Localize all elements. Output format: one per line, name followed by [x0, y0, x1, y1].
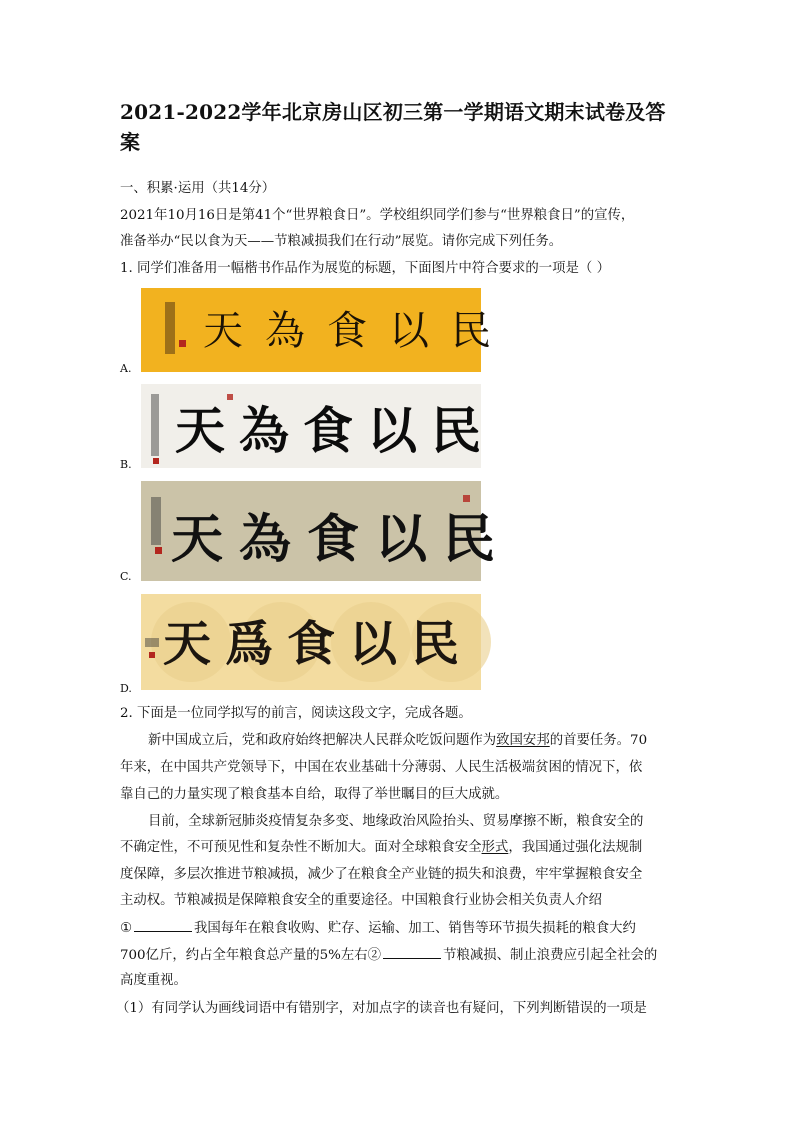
- question-2-1: （1）有同学认为画线词语中有错别字，对加点字的读音也有疑问，下列判断错误的一项是: [116, 1001, 647, 1016]
- intro-line-1: 2021年10月16日是第41个“世界粮食日”。学校组织同学们参与“世界粮食日”的宣传，: [120, 208, 635, 223]
- question-1: 1. 同学们准备用一幅楷书作品作为展览的标题，下面图片中符合要求的一项是（ ）: [120, 261, 610, 276]
- paragraph-2-line-3: 度保障，多层次推进节粮减损，减少了在粮食全产业链的损失和浪费，牢牢掌握粮食安全: [120, 867, 643, 882]
- fill-blank-1: [134, 919, 192, 932]
- option-d-calligraphy: 天爲食以民: [163, 616, 474, 672]
- paragraph-1-line-3: 靠自己的力量实现了粮食基本自给，取得了举世瞩目的巨大成就。: [120, 787, 509, 802]
- paragraph-1-line-2: 年来，在中国共产党领导下，中国在农业基础十分薄弱、人民生活极端贫困的情况下，依: [120, 760, 643, 775]
- option-b-seal-top: [227, 394, 233, 400]
- option-a-signature: [165, 302, 175, 354]
- paragraph-2-line-5: [120, 919, 680, 938]
- option-a-image: [141, 288, 513, 372]
- intro-line-2: 准备举办“民以食为天——节粮减损我们在行动”展览。请你完成下列任务。: [120, 234, 563, 249]
- text-span: 不确定性，不可预见性和复杂性不断加大。面对全球粮食安全: [120, 840, 482, 855]
- blank-marker-1: ①: [120, 921, 133, 936]
- paragraph-1-line-1: [148, 732, 680, 750]
- text-span: 的首要任务。70: [549, 733, 648, 748]
- text-span: 我国每年在粮食收购、贮存、运输、加工、销售等环节损失损耗的粮食大约: [194, 921, 636, 936]
- section-heading: 一、积累·运用（共14分）: [120, 181, 276, 196]
- option-b-signature: [151, 394, 159, 456]
- option-d-image: [141, 594, 481, 690]
- underlined-word-1: 致国安邦: [496, 733, 550, 748]
- option-d-seal: [149, 652, 155, 658]
- option-b-calligraphy: 天為食以民: [175, 402, 495, 460]
- paragraph-2-line-4: 主动权。节粮减损是保障粮食安全的重要途径。中国粮食行业协会相关负责人介绍: [120, 893, 603, 908]
- option-a-seal: [179, 340, 186, 347]
- title-line-2: 案: [120, 130, 141, 154]
- option-c-seal-right: [463, 495, 470, 502]
- option-c-label: C.: [120, 570, 132, 583]
- fill-blank-2: [383, 946, 441, 959]
- title-line-1: 2021-2022学年北京房山区初三第一学期语文期末试卷及答: [120, 100, 666, 124]
- option-b-seal: [153, 458, 159, 464]
- document-title: [120, 97, 680, 157]
- option-a-calligraphy: 天為食以民: [203, 308, 513, 354]
- text-span: ，我国通过强化法规制: [508, 840, 643, 855]
- option-a-label: A.: [120, 362, 132, 375]
- paragraph-2-line-6: [120, 946, 680, 965]
- text-span: 700亿斤，约占全年粮食总产量的5%左右②: [120, 948, 382, 963]
- option-d-label: D.: [120, 682, 132, 695]
- text-span: 新中国成立后，党和政府始终把解决人民群众吃饭问题作为: [148, 733, 497, 748]
- option-d-signature: [145, 638, 159, 647]
- paragraph-2-line-1: 目前，全球新冠肺炎疫情复杂多变、地缘政治风险抬头、贸易摩擦不断，粮食安全的: [148, 814, 644, 829]
- paragraph-2-line-2: [120, 839, 680, 857]
- option-b-image: [141, 384, 495, 468]
- option-c-image: [141, 481, 512, 581]
- option-c-seal: [155, 547, 162, 554]
- option-b-label: B.: [120, 458, 132, 471]
- paragraph-2-line-7: 高度重视。: [120, 973, 187, 988]
- option-c-signature: [151, 497, 161, 545]
- option-c-calligraphy: 天為食以民: [171, 509, 512, 570]
- text-span: 节粮减损、制止浪费应引起全社会的: [443, 948, 658, 963]
- question-2: 2. 下面是一位同学拟写的前言，阅读这段文字，完成各题。: [120, 706, 472, 721]
- underlined-word-2: 形式: [481, 840, 509, 855]
